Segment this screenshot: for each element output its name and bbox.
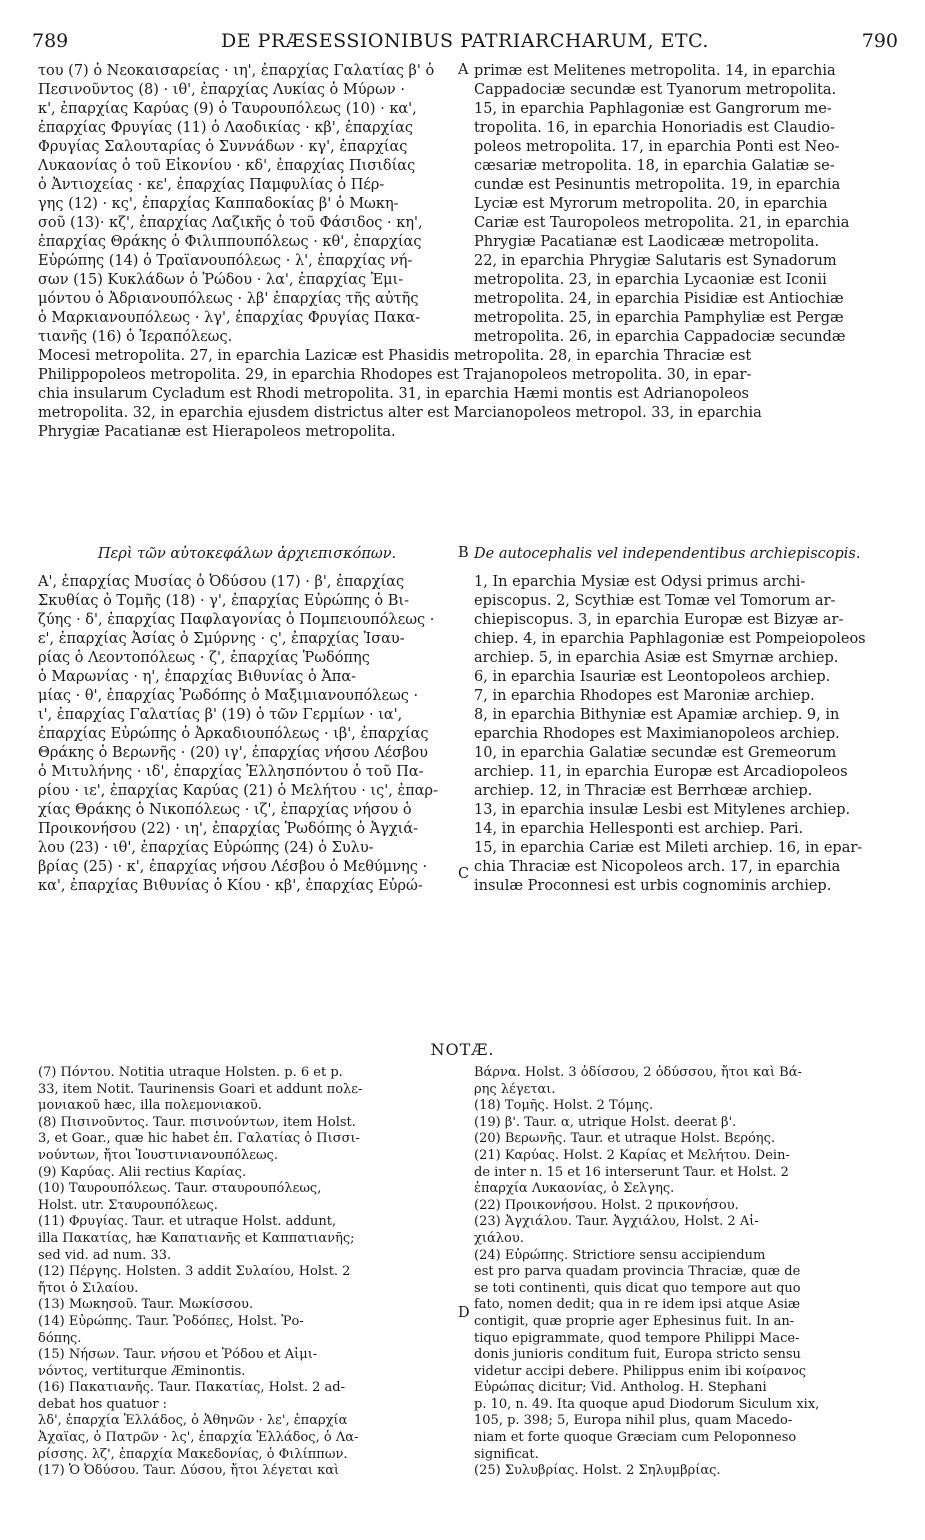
marker-d: D	[458, 1305, 470, 1321]
greek-text-line: ι', ἐπαρχίας Γαλατίας β' (19) ὁ τῶν Γερμίων · ια',	[38, 707, 403, 723]
greek-text-line: λου (23) · ιθ', ἐπαρχίας Εὐρώπης (24) ὁ Συλυ-	[38, 840, 374, 856]
notes-left-column	[38, 1065, 456, 1480]
latin-text-line: 10, in eparchia Galatiæ secundæ est Gremeorum	[474, 745, 837, 761]
latin-text-line: insulæ Proconnesi est urbis cognominis archiep.	[474, 878, 832, 894]
note-line: (15) Νήσων. Taur. νήσου et Ῥόδου et Αἰμι-	[38, 1347, 318, 1363]
note-line: νούντων, ἤτοι Ἰουστινιανουπόλεως.	[38, 1147, 278, 1163]
note-line: (10) Ταυρουπόλεως. Taur. σταυρουπόλεως,	[38, 1181, 322, 1197]
note-line: (19) β'. Taur. α, utrique Holst. deerat β'.	[474, 1114, 737, 1130]
latin-text-line: archiep. 11, in eparchia Europæ est Arcadiopoleos	[474, 764, 848, 780]
latin-text-line: chia insularum Cycladum est Rhodi metropolita. 31, in eparchia Hæmi montis est Adrianopoleos	[38, 386, 749, 402]
latin-text-line: metropolita. 26, in eparchia Cappadociæ secundæ	[474, 329, 846, 345]
greek-text-line: ε', ἐπαρχίας Ἀσίας ὁ Σμύρνης · ς', ἐπαρχίας Ἰσαυ-	[38, 631, 405, 647]
latin-text-line: 15, in eparchia Cariæ est Mileti archiep. 16, in epar-	[474, 840, 863, 856]
note-line: 33, item Notit. Taurinensis Goari et addunt πολε-	[38, 1081, 363, 1097]
note-line: (18) Τομῆς. Holst. 2 Τόμης.	[474, 1098, 654, 1114]
greek-text-line: κα', ἐπαρχίας Βιθυνίας ὁ Κίου · κβ', ἐπαρχίας Εὐρώ-	[38, 878, 423, 894]
note-line: 105, p. 398; 5, Europa nihil plus, quam Macedo-	[474, 1413, 793, 1429]
greek-section-heading-wrap	[38, 545, 456, 564]
greek-text-line: βρίας (25) · κ', ἐπαρχίας νήσου Λέσβου ὁ Μεθύμνης ·	[38, 859, 428, 875]
latin-text-line: eparchia Rhodopes est Maximianopoleos archiep.	[474, 726, 840, 742]
latin-text-line: 1, In eparchia Mysiæ est Odysi primus archi-	[474, 574, 806, 590]
note-line: donis junioris conditum fuit, Europa stricto sensu	[474, 1347, 801, 1363]
note-line: (13) Μωκησοῦ. Taur. Μωκίσσου.	[38, 1297, 254, 1313]
greek-text-line: μόντου ὁ Ἀδριανουπόλεως · λβ' ἐπαρχίας τῆς αὐτῆς	[38, 291, 419, 307]
greek-text-line: Πεσινοῦντος (8) · ιθ', ἐπαρχίας Λυκίας ὁ Μύρων ·	[38, 82, 405, 98]
greek-text-line: ὁ Ἀντιοχείας · κε', ἐπαρχίας Παμφυλίας ὁ Πέρ-	[38, 177, 385, 193]
note-line: λδ', ἐπαρχία Ἑλλάδος, ὁ Ἀθηνῶν · λε', ἐπαρχία	[38, 1413, 348, 1429]
latin-text-line: episcopus. 2, Scythiæ est Tomæ vel Tomorum ar-	[474, 593, 836, 609]
latin-text-line: Cappadociæ secundæ est Tyanorum metropolita.	[474, 82, 837, 98]
greek-text-line: γης (12) · κς', ἐπαρχίας Καππαδοκίας β' ὁ Μωκη-	[38, 196, 399, 212]
latin-section-heading: De autocephalis vel independentibus archiepiscopis.	[474, 546, 861, 562]
note-line: (20) Βερωνῆς. Taur. et utraque Holst. Βερόης.	[474, 1131, 775, 1147]
note-line: p. 10, n. 49. Ita quoque apud Diodorum Siculum xix,	[474, 1396, 820, 1412]
greek-text-line: μίας · θ', ἐπαρχίας Ῥωδόπης ὁ Μαξιμιανουπόλεως ·	[38, 688, 419, 704]
greek-text-line: ὁ Μαρωνίας · η', ἐπαρχίας Βιθυνίας ὁ Ἀπα-	[38, 669, 357, 685]
note-line: contigit, quæ proprie ager Ephesinus fuit. In an-	[474, 1313, 795, 1329]
greek-text-line: σοῦ (13)· κζ', ἐπαρχίας Λαζικῆς ὁ τοῦ Φάσιδος · κη',	[38, 215, 423, 231]
latin-text-line: chiepiscopus. 3, in eparchia Europæ est Bizyæ ar-	[474, 612, 844, 628]
note-line: niam et forte quoque Græciam cum Peloponneso	[474, 1430, 797, 1446]
notes-right-column	[474, 1065, 892, 1480]
note-line: (7) Πόντου. Notitia utraque Holsten. p. 6 et p.	[38, 1065, 343, 1080]
note-line: ρίσσης. λζ', ἐπαρχία Μακεδονίας, ὁ Φιλίππων.	[38, 1446, 348, 1462]
note-line: ἤτοι ὁ Σιλαίου.	[38, 1280, 139, 1296]
marker-b: B	[458, 545, 469, 561]
latin-text-line: cæsariæ metropolita. 18, in eparchia Galatiæ se-	[474, 158, 835, 174]
latin-text-line: 7, in eparchia Rhodopes est Maroniæ archiep.	[474, 688, 815, 704]
note-line: videtur accipi debere. Philippus enim ibi κοίρανος	[474, 1363, 807, 1379]
latin-text-line: 14, in eparchia Hellesponti est archiep. Pari.	[474, 821, 804, 837]
running-title: DE PRÆSESSIONIBUS PATRIARCHARUM, ETC.	[221, 30, 709, 52]
greek-text-line: σων (15) Κυκλάδων ὁ Ῥώδου · λα', ἐπαρχίας Ἐμι-	[38, 272, 404, 288]
note-line: (8) Πισινοῦντος. Taur. πισινούντων, item Holst.	[38, 1114, 356, 1130]
note-line: (22) Προικονήσου. Holst. 2 πρικονήσου.	[474, 1197, 739, 1213]
latin-text-line: 22, in eparchia Phrygiæ Salutaris est Synadorum	[474, 253, 837, 269]
latin-fullwidth-paragraph	[38, 347, 894, 442]
note-line: (23) Ἀγχιάλου. Taur. Ἀγχιάλου, Holst. 2 Αἰ-	[474, 1214, 759, 1230]
note-line: Εὐρώπας dicitur; Vid. Antholog. H. Stephani	[474, 1380, 767, 1396]
greek-text-line: Λυκαονίας ὁ τοῦ Εἰκονίου · κδ', ἐπαρχίας Πισιδίας	[38, 158, 416, 174]
note-line: (11) Φρυγίας. Taur. et utraque Holst. addunt,	[38, 1214, 337, 1230]
greek-text-line: τιανῆς (16) ὁ Ἱεραπόλεως.	[38, 329, 233, 345]
latin-text-line: 8, in eparchia Bithyniæ est Apamiæ archiep. 9, in	[474, 707, 840, 723]
latin-text-line: tropolita. 16, in eparchia Honoriadis est Claudio-	[474, 120, 835, 136]
note-line: fato, nomen dedit; qua in re idem ipsi atque Asiæ	[474, 1297, 801, 1313]
greek-column-section1	[38, 62, 456, 347]
note-line: (16) Πακατιανῆς. Taur. Πακατίας, Holst. 2 ad-	[38, 1380, 345, 1396]
note-line: Ἀχαΐας, ὁ Πατρῶν · λς', ἐπαρχία Ἑλλάδος, ὁ Λα-	[38, 1430, 359, 1446]
latin-text-line: Phrygiæ Pacatianæ est Hierapoleos metropolita.	[38, 424, 396, 440]
greek-text-line: ὁ Μιτυλήνης · ιδ', ἐπαρχίας Ἑλλησπόντου ὁ τοῦ Πα-	[38, 764, 424, 780]
note-line: μονιακοῦ hæc, illa πολεμονιακοῦ.	[38, 1098, 262, 1114]
page-header	[32, 30, 898, 56]
note-line: de inter n. 15 et 16 interserunt Taur. et Holst. 2	[474, 1164, 789, 1180]
note-line: χιάλου.	[474, 1230, 524, 1246]
note-line: Holst. utr. Σταυρουπόλεως.	[38, 1197, 218, 1213]
notes-title: NOTÆ.	[430, 1040, 495, 1059]
latin-text-line: 13, in eparchia insulæ Lesbi est Mitylenes archiep.	[474, 802, 851, 818]
latin-text-line: archiep. 5, in eparchia Asiæ est Smyrnæ archiep.	[474, 650, 839, 666]
latin-text-line: Mocesi metropolita. 27, in eparchia Lazicæ est Phasidis metropolita. 28, in eparchia Thraciæ est	[38, 348, 752, 364]
note-line: sed vid. ad num. 33.	[38, 1247, 172, 1263]
latin-text-line: chia Thraciæ est Nicopoleos arch. 17, in eparchia	[474, 859, 841, 875]
latin-text-line: primæ est Melitenes metropolita. 14, in eparchia	[474, 63, 836, 79]
note-line: ρης λέγεται.	[474, 1081, 556, 1097]
greek-text-line: ἐπαρχίας Φρυγίας (11) ὁ Λαοδικίας · κβ', ἐπαρχίας	[38, 120, 413, 136]
greek-text-line: Φρυγίας Σαλουταρίας ὁ Συννάδων · κγ', ἐπαρχίας	[38, 139, 408, 155]
latin-text-line: cundæ est Pesinuntis metropolita. 19, in eparchia	[474, 177, 841, 193]
greek-text-line: ἐπαρχίας Θράκης ὁ Φιλιππουπόλεως · κθ', ἐπαρχίας	[38, 234, 422, 250]
marker-a: A	[458, 62, 469, 78]
latin-column-section1	[474, 62, 892, 347]
latin-text-line: chiep. 4, in eparchia Paphlagoniæ est Pompeiopoleos	[474, 631, 866, 647]
note-line: illa Πακατίας, hæ Καπατιανῆς et Καππατιανῆς;	[38, 1230, 355, 1246]
greek-text-line: ζύης · δ', ἐπαρχίας Παφλαγονίας ὁ Πομπειουπόλεως ·	[38, 612, 435, 628]
greek-text-line: Σκυθίας ὁ Τομῆς (18) · γ', ἐπαρχίας Εὐρώπης ὁ Βι-	[38, 593, 410, 609]
note-line: (25) Συλυβρίας. Holst. 2 Σηλυμβρίας.	[474, 1463, 721, 1479]
greek-section-heading: Περὶ τῶν αὐτοκεφάλων ἀρχιεπισκόπων.	[97, 546, 397, 562]
greek-text-line: ἐπαρχίας Εὐρώπης ὁ Ἀρκαδιουπόλεως · ιβ', ἐπαρχίας	[38, 726, 429, 742]
marker-c: C	[458, 866, 470, 882]
note-line: 3, et Goar., quæ hic habet ἐπ. Γαλατίας ὁ Πισσι-	[38, 1131, 360, 1147]
note-line: (17) Ὁ Ὀδύσου. Taur. Δύσου, ἤτοι λέγεται καὶ	[38, 1463, 340, 1479]
note-line: debat hos quatuor :	[38, 1396, 168, 1412]
greek-text-line: χίας Θράκης ὁ Νικοπόλεως · ιζ', ἐπαρχίας νήσου ὁ	[38, 802, 412, 818]
note-line: (12) Πέργης. Holsten. 3 addit Συλαίου, Holst. 2	[38, 1264, 351, 1280]
latin-text-line: Lyciæ est Myrorum metropolita. 20, in eparchia	[474, 196, 828, 212]
note-line: νόντος, vertiturque Æminontis.	[38, 1363, 246, 1379]
note-line: (21) Καρύας. Holst. 2 Καρίας et Μελήτου. Dein-	[474, 1147, 790, 1163]
greek-text-line: ρίου · ιε', ἐπαρχίας Καρύας (21) ὁ Μελήτου · ις', ἐπαρ-	[38, 783, 438, 799]
page-number-right: 790	[861, 30, 898, 52]
latin-text-line: Cariæ est Tauropoleos metropolita. 21, in eparchia	[474, 215, 850, 231]
latin-text-line: 6, in eparchia Isauriæ est Leontopoleos archiep.	[474, 669, 831, 685]
latin-text-line: Phrygiæ Pacatianæ est Laodicææ metropolita.	[474, 234, 820, 250]
note-line: (9) Καρύας. Alii rectius Καρίας.	[38, 1164, 247, 1180]
greek-text-line: Α', ἐπαρχίας Μυσίας ὁ Ὀδύσου (17) · β', ἐπαρχίας	[38, 574, 405, 590]
note-line: est pro parva quadam provincia Thraciæ, quæ de	[474, 1264, 801, 1280]
greek-text-line: Εὐρώπης (14) ὁ Τραϊανουπόλεως · λ', ἐπαρχίας νή-	[38, 253, 413, 269]
note-line: (14) Εὐρώπης. Taur. Ῥοδόπες, Holst. Ῥο-	[38, 1313, 304, 1329]
latin-section-heading-wrap	[474, 545, 892, 564]
note-line: se toti continenti, quis dicat quo tempore aut quo	[474, 1280, 801, 1296]
greek-column-section2	[38, 573, 456, 896]
note-line: tiquo epigrammate, quod tempore Philippi Mace-	[474, 1330, 800, 1346]
latin-text-line: metropolita. 23, in eparchia Lycaoniæ est Iconii	[474, 272, 827, 288]
greek-text-line: του (7) ὁ Νεοκαισαρείας · ιη', ἐπαρχίας Γαλατίας β' ὁ	[38, 63, 435, 79]
note-line: (24) Εὐρώπης. Strictiore sensu accipiendum	[474, 1247, 766, 1263]
latin-text-line: metropolita. 32, in eparchia ejusdem districtus alter est Marcianopoleos metropol. 33, in eparchia	[38, 405, 762, 421]
latin-column-section2	[474, 573, 892, 896]
latin-text-line: metropolita. 25, in eparchia Pamphyliæ est Pergæ	[474, 310, 844, 326]
greek-text-line: κ', ἐπαρχίας Καρύας (9) ὁ Ταυρουπόλεως (10) · κα',	[38, 101, 417, 117]
note-line: Βάρνα. Holst. 3 ὀδίσσου, 2 ὀδύσσου, ἤτοι καὶ Βά-	[474, 1065, 802, 1080]
greek-text-line: Προικονήσου (22) · ιη', ἐπαρχίας Ῥωδόπης ὁ Ἀγχιά-	[38, 821, 419, 837]
greek-text-line: ρίας ὁ Λεοντοπόλεως · ζ', ἐπαρχίας Ῥωδόπης	[38, 650, 370, 666]
note-line: δόπης.	[38, 1330, 82, 1346]
greek-text-line: Θράκης ὁ Βερωνῆς · (20) ιγ', ἐπαρχίας νήσου Λέσβου	[38, 745, 428, 761]
latin-text-line: metropolita. 24, in eparchia Pisidiæ est Antiochiæ	[474, 291, 844, 307]
latin-text-line: Philippopoleos metropolita. 29, in eparchia Rhodopes est Trajanopoleos metropolita. 30, in epar-	[38, 367, 752, 383]
latin-text-line: archiep. 12, in Thraciæ est Berrhœæ archiep.	[474, 783, 813, 799]
greek-text-line: ὁ Μαρκιανουπόλεως · λγ', ἐπαρχίας Φρυγίας Πακα-	[38, 310, 421, 326]
latin-text-line: 15, in eparchia Paphlagoniæ est Gangrorum me-	[474, 101, 832, 117]
latin-text-line: poleos metropolita. 17, in eparchia Ponti est Neo-	[474, 139, 840, 155]
note-line: ἐπαρχία Λυκαονίας, ὁ Σελγης.	[474, 1181, 675, 1197]
note-line: significat.	[474, 1446, 539, 1462]
page-number-left: 789	[32, 30, 69, 52]
